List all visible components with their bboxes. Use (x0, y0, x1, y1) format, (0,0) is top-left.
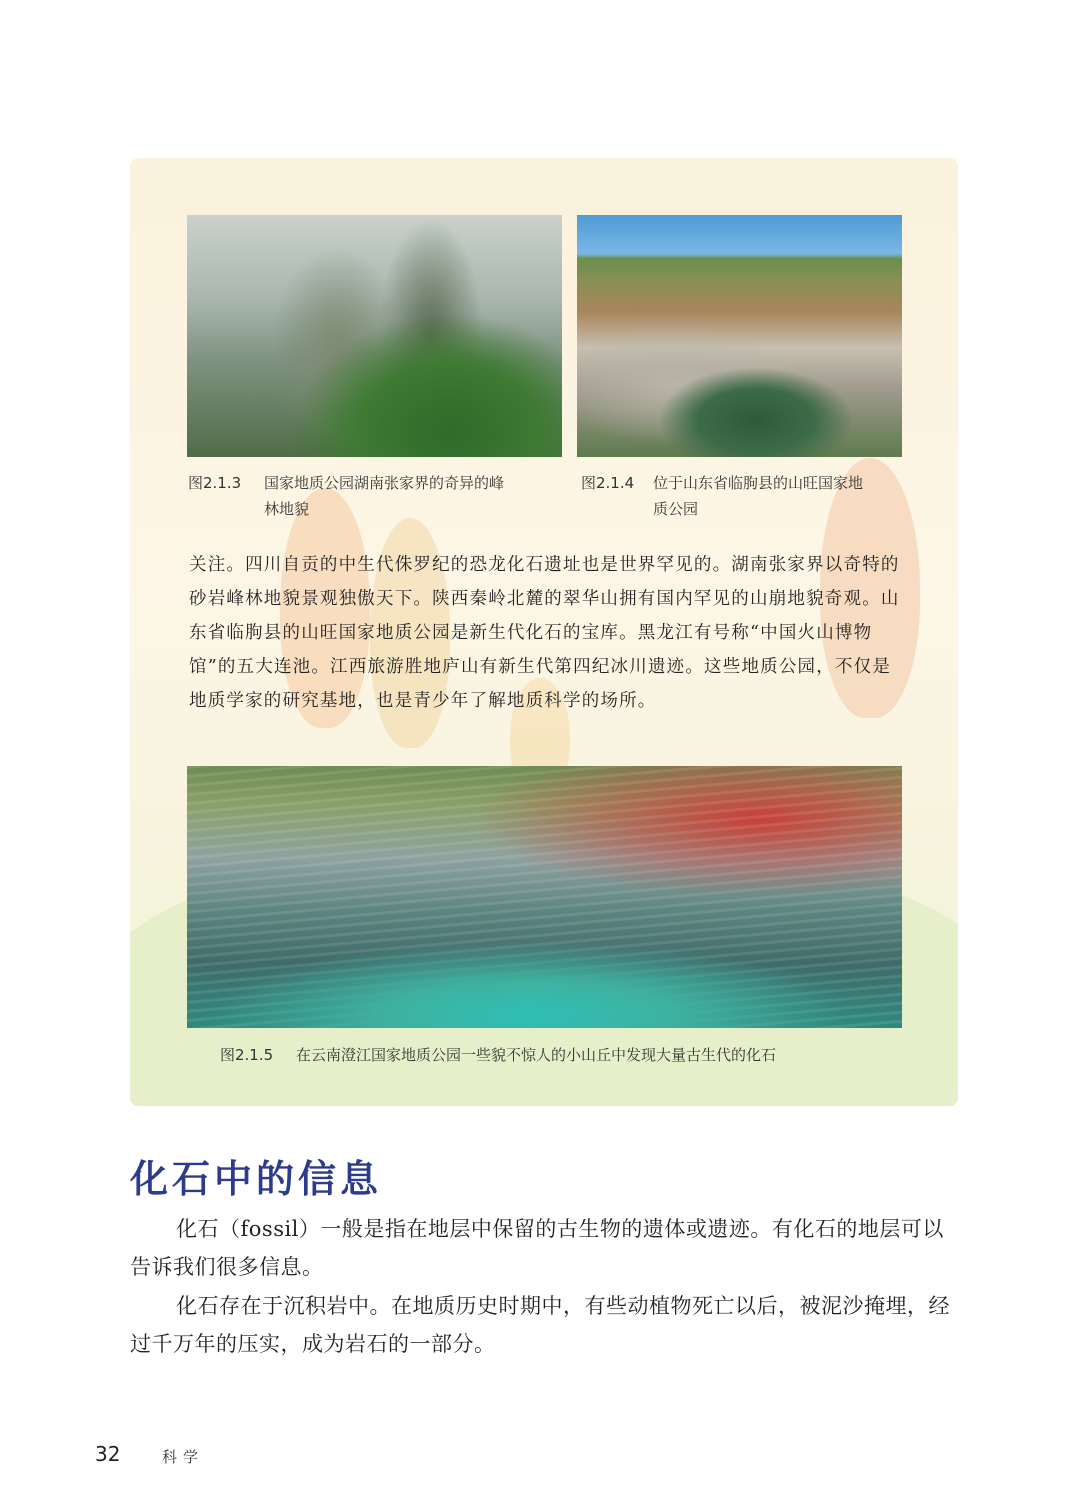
figure-caption-text: 位于山东省临朐县的山旺国家地 (653, 474, 864, 492)
figure-caption-2-1-3 (188, 470, 568, 522)
figure-caption-text: 国家地质公园湖南张家界的奇异的峰 (264, 474, 505, 492)
box-paragraph: 关注。四川自贡的中生代侏罗纪的恐龙化石遗址也是世界罕见的。湖南张家界以奇特的砂岩峰林地貌景观独傲天下。陕西秦岭北麓的翠华山拥有国内罕见的山崩地貌奇观。山东省临朐县的山旺国家地质公园是新生代化石的宝库。黑龙江有号称“中国火山博物馆”的五大连池。江西旅游胜地庐山有新生代第四纪冰川遗迹。这些地质公园，不仅是地质学家的研究基地，也是青少年了解地质科学的场所。 (189, 555, 900, 711)
figure-number: 图2.1.4 (581, 474, 635, 492)
figure-caption-text: 质公园 (653, 500, 699, 518)
figure-caption-text: 在云南澄江国家地质公园一些貌不惊人的小山丘中发现大量古生代的化石 (296, 1046, 777, 1064)
figure-number: 图2.1.3 (188, 474, 242, 492)
subject-label: 科学 (162, 1448, 205, 1466)
zhangjiajie-photo (187, 215, 562, 457)
body-paragraph: 化石存在于沉积岩中。在地质历史时期中，有些动植物死亡以后，被泥沙掩埋，经过千万年的压实，成为岩石的一部分。 (130, 1294, 950, 1356)
figure-caption-2-1-4 (581, 470, 906, 522)
section-title: 化石中的信息 (130, 1157, 383, 1201)
page-number: 32 (95, 1442, 121, 1466)
chengjiang-park-photo (187, 766, 902, 1028)
figure-number: 图2.1.5 (220, 1046, 274, 1064)
body-paragraph: 化石（fossil）一般是指在地层中保留的古生物的遗体或遗迹。有化石的地层可以告诉我们很多信息。 (130, 1217, 944, 1279)
shanwang-park-photo (577, 215, 902, 457)
figure-caption-2-1-5 (220, 1042, 900, 1068)
figure-caption-text: 林地貌 (264, 500, 310, 518)
